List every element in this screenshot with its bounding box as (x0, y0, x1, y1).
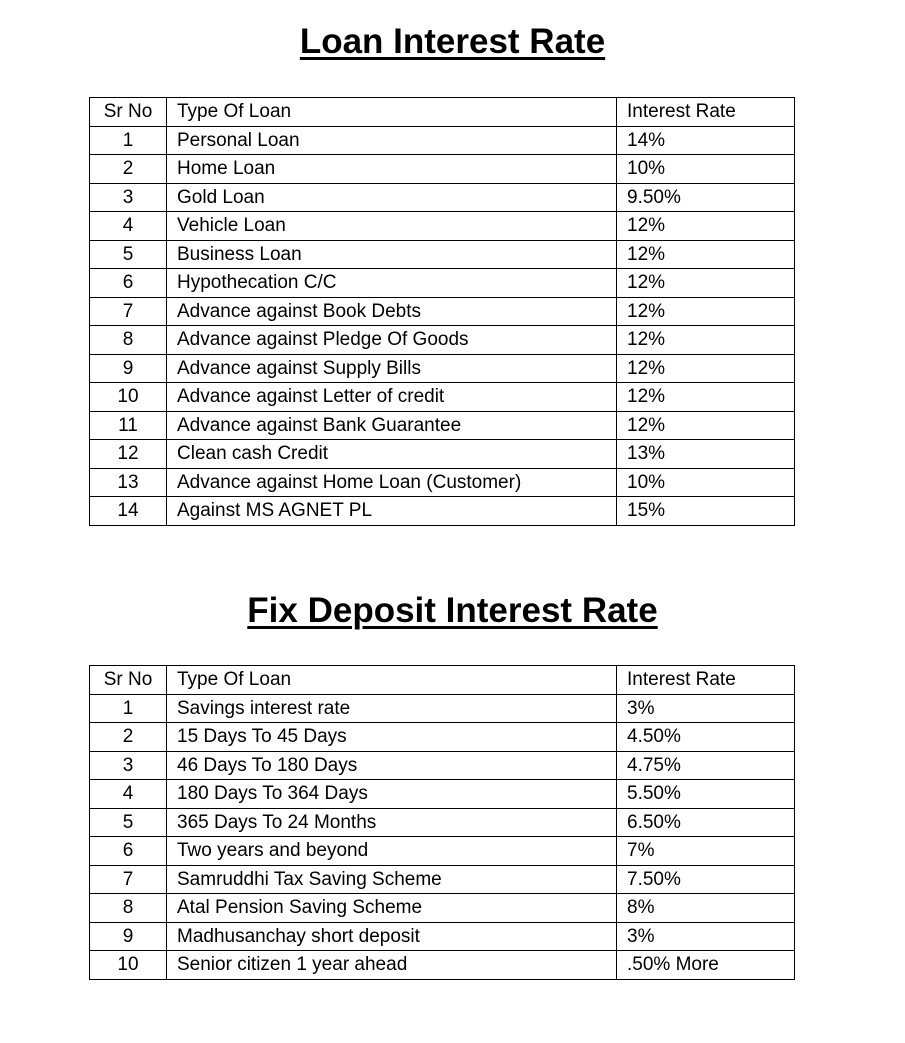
table-row (90, 751, 795, 780)
cell-sr-no: 12 (90, 440, 167, 469)
table-row (90, 240, 795, 269)
header-sr-no: Sr No (90, 666, 167, 695)
table-row (90, 780, 795, 809)
cell-type-of-loan: Personal Loan (167, 126, 617, 155)
table-row (90, 297, 795, 326)
cell-sr-no: 6 (90, 837, 167, 866)
cell-interest-rate: 12% (617, 269, 795, 298)
table-row (90, 468, 795, 497)
cell-sr-no: 9 (90, 354, 167, 383)
cell-type-of-loan: Advance against Home Loan (Customer) (167, 468, 617, 497)
cell-sr-no: 2 (90, 723, 167, 752)
cell-type-of-loan: Two years and beyond (167, 837, 617, 866)
header-interest-rate: Interest Rate (617, 98, 795, 127)
cell-interest-rate: 13% (617, 440, 795, 469)
cell-type-of-loan: Clean cash Credit (167, 440, 617, 469)
table-row (90, 694, 795, 723)
cell-type-of-loan: Savings interest rate (167, 694, 617, 723)
table-row (90, 440, 795, 469)
cell-sr-no: 11 (90, 411, 167, 440)
cell-type-of-loan: Business Loan (167, 240, 617, 269)
cell-sr-no: 1 (90, 126, 167, 155)
cell-sr-no: 13 (90, 468, 167, 497)
cell-type-of-loan: Advance against Bank Guarantee (167, 411, 617, 440)
cell-interest-rate: 12% (617, 240, 795, 269)
cell-sr-no: 14 (90, 497, 167, 526)
cell-interest-rate: 10% (617, 155, 795, 184)
cell-interest-rate: 12% (617, 297, 795, 326)
header-interest-rate: Interest Rate (617, 666, 795, 695)
cell-sr-no: 4 (90, 212, 167, 241)
cell-type-of-loan: Advance against Pledge Of Goods (167, 326, 617, 355)
table-row (90, 723, 795, 752)
cell-sr-no: 10 (90, 951, 167, 980)
cell-sr-no: 10 (90, 383, 167, 412)
cell-sr-no: 1 (90, 694, 167, 723)
table-row (90, 383, 795, 412)
cell-type-of-loan: Atal Pension Saving Scheme (167, 894, 617, 923)
table-row (90, 155, 795, 184)
cell-type-of-loan: 46 Days To 180 Days (167, 751, 617, 780)
cell-interest-rate: 7.50% (617, 865, 795, 894)
cell-sr-no: 6 (90, 269, 167, 298)
table-row (90, 497, 795, 526)
table-row (90, 326, 795, 355)
table-header-row (90, 98, 795, 127)
cell-interest-rate: 12% (617, 212, 795, 241)
cell-type-of-loan: Madhusanchay short deposit (167, 922, 617, 951)
cell-interest-rate: 12% (617, 354, 795, 383)
table-row (90, 269, 795, 298)
table-row (90, 951, 795, 980)
cell-sr-no: 4 (90, 780, 167, 809)
cell-interest-rate: 4.75% (617, 751, 795, 780)
table-row (90, 183, 795, 212)
cell-sr-no: 5 (90, 240, 167, 269)
cell-sr-no: 7 (90, 865, 167, 894)
cell-interest-rate: 9.50% (617, 183, 795, 212)
cell-sr-no: 3 (90, 183, 167, 212)
table-row (90, 808, 795, 837)
cell-type-of-loan: 180 Days To 364 Days (167, 780, 617, 809)
table-row (90, 837, 795, 866)
table-row (90, 411, 795, 440)
cell-interest-rate: 6.50% (617, 808, 795, 837)
cell-type-of-loan: 15 Days To 45 Days (167, 723, 617, 752)
table-row (90, 354, 795, 383)
cell-sr-no: 8 (90, 894, 167, 923)
cell-sr-no: 5 (90, 808, 167, 837)
table-row (90, 865, 795, 894)
cell-type-of-loan: Senior citizen 1 year ahead (167, 951, 617, 980)
cell-interest-rate: 8% (617, 894, 795, 923)
cell-interest-rate: 7% (617, 837, 795, 866)
cell-type-of-loan: Home Loan (167, 155, 617, 184)
table-row (90, 212, 795, 241)
cell-interest-rate: 12% (617, 383, 795, 412)
header-sr-no: Sr No (90, 98, 167, 127)
cell-type-of-loan: Samruddhi Tax Saving Scheme (167, 865, 617, 894)
cell-type-of-loan: Vehicle Loan (167, 212, 617, 241)
cell-interest-rate: 4.50% (617, 723, 795, 752)
loan-section-title: Loan Interest Rate (299, 22, 606, 61)
cell-interest-rate: 15% (617, 497, 795, 526)
cell-type-of-loan: Advance against Letter of credit (167, 383, 617, 412)
header-type-of-loan: Type Of Loan (167, 666, 617, 695)
cell-sr-no: 3 (90, 751, 167, 780)
header-type-of-loan: Type Of Loan (167, 98, 617, 127)
cell-sr-no: 2 (90, 155, 167, 184)
loan-interest-table (89, 97, 795, 526)
cell-sr-no: 8 (90, 326, 167, 355)
cell-type-of-loan: Advance against Supply Bills (167, 354, 617, 383)
cell-interest-rate: 3% (617, 694, 795, 723)
cell-interest-rate: 3% (617, 922, 795, 951)
cell-interest-rate: 12% (617, 326, 795, 355)
cell-sr-no: 7 (90, 297, 167, 326)
cell-sr-no: 9 (90, 922, 167, 951)
fd-section-title: Fix Deposit Interest Rate (247, 591, 658, 630)
cell-type-of-loan: 365 Days To 24 Months (167, 808, 617, 837)
fd-interest-table (89, 665, 795, 980)
table-header-row (90, 666, 795, 695)
cell-interest-rate: 5.50% (617, 780, 795, 809)
cell-interest-rate: 10% (617, 468, 795, 497)
cell-type-of-loan: Gold Loan (167, 183, 617, 212)
cell-interest-rate: 12% (617, 411, 795, 440)
table-row (90, 894, 795, 923)
cell-interest-rate: 14% (617, 126, 795, 155)
table-row (90, 126, 795, 155)
cell-interest-rate: .50% More (617, 951, 795, 980)
cell-type-of-loan: Advance against Book Debts (167, 297, 617, 326)
table-row (90, 922, 795, 951)
cell-type-of-loan: Against MS AGNET PL (167, 497, 617, 526)
cell-type-of-loan: Hypothecation C/C (167, 269, 617, 298)
